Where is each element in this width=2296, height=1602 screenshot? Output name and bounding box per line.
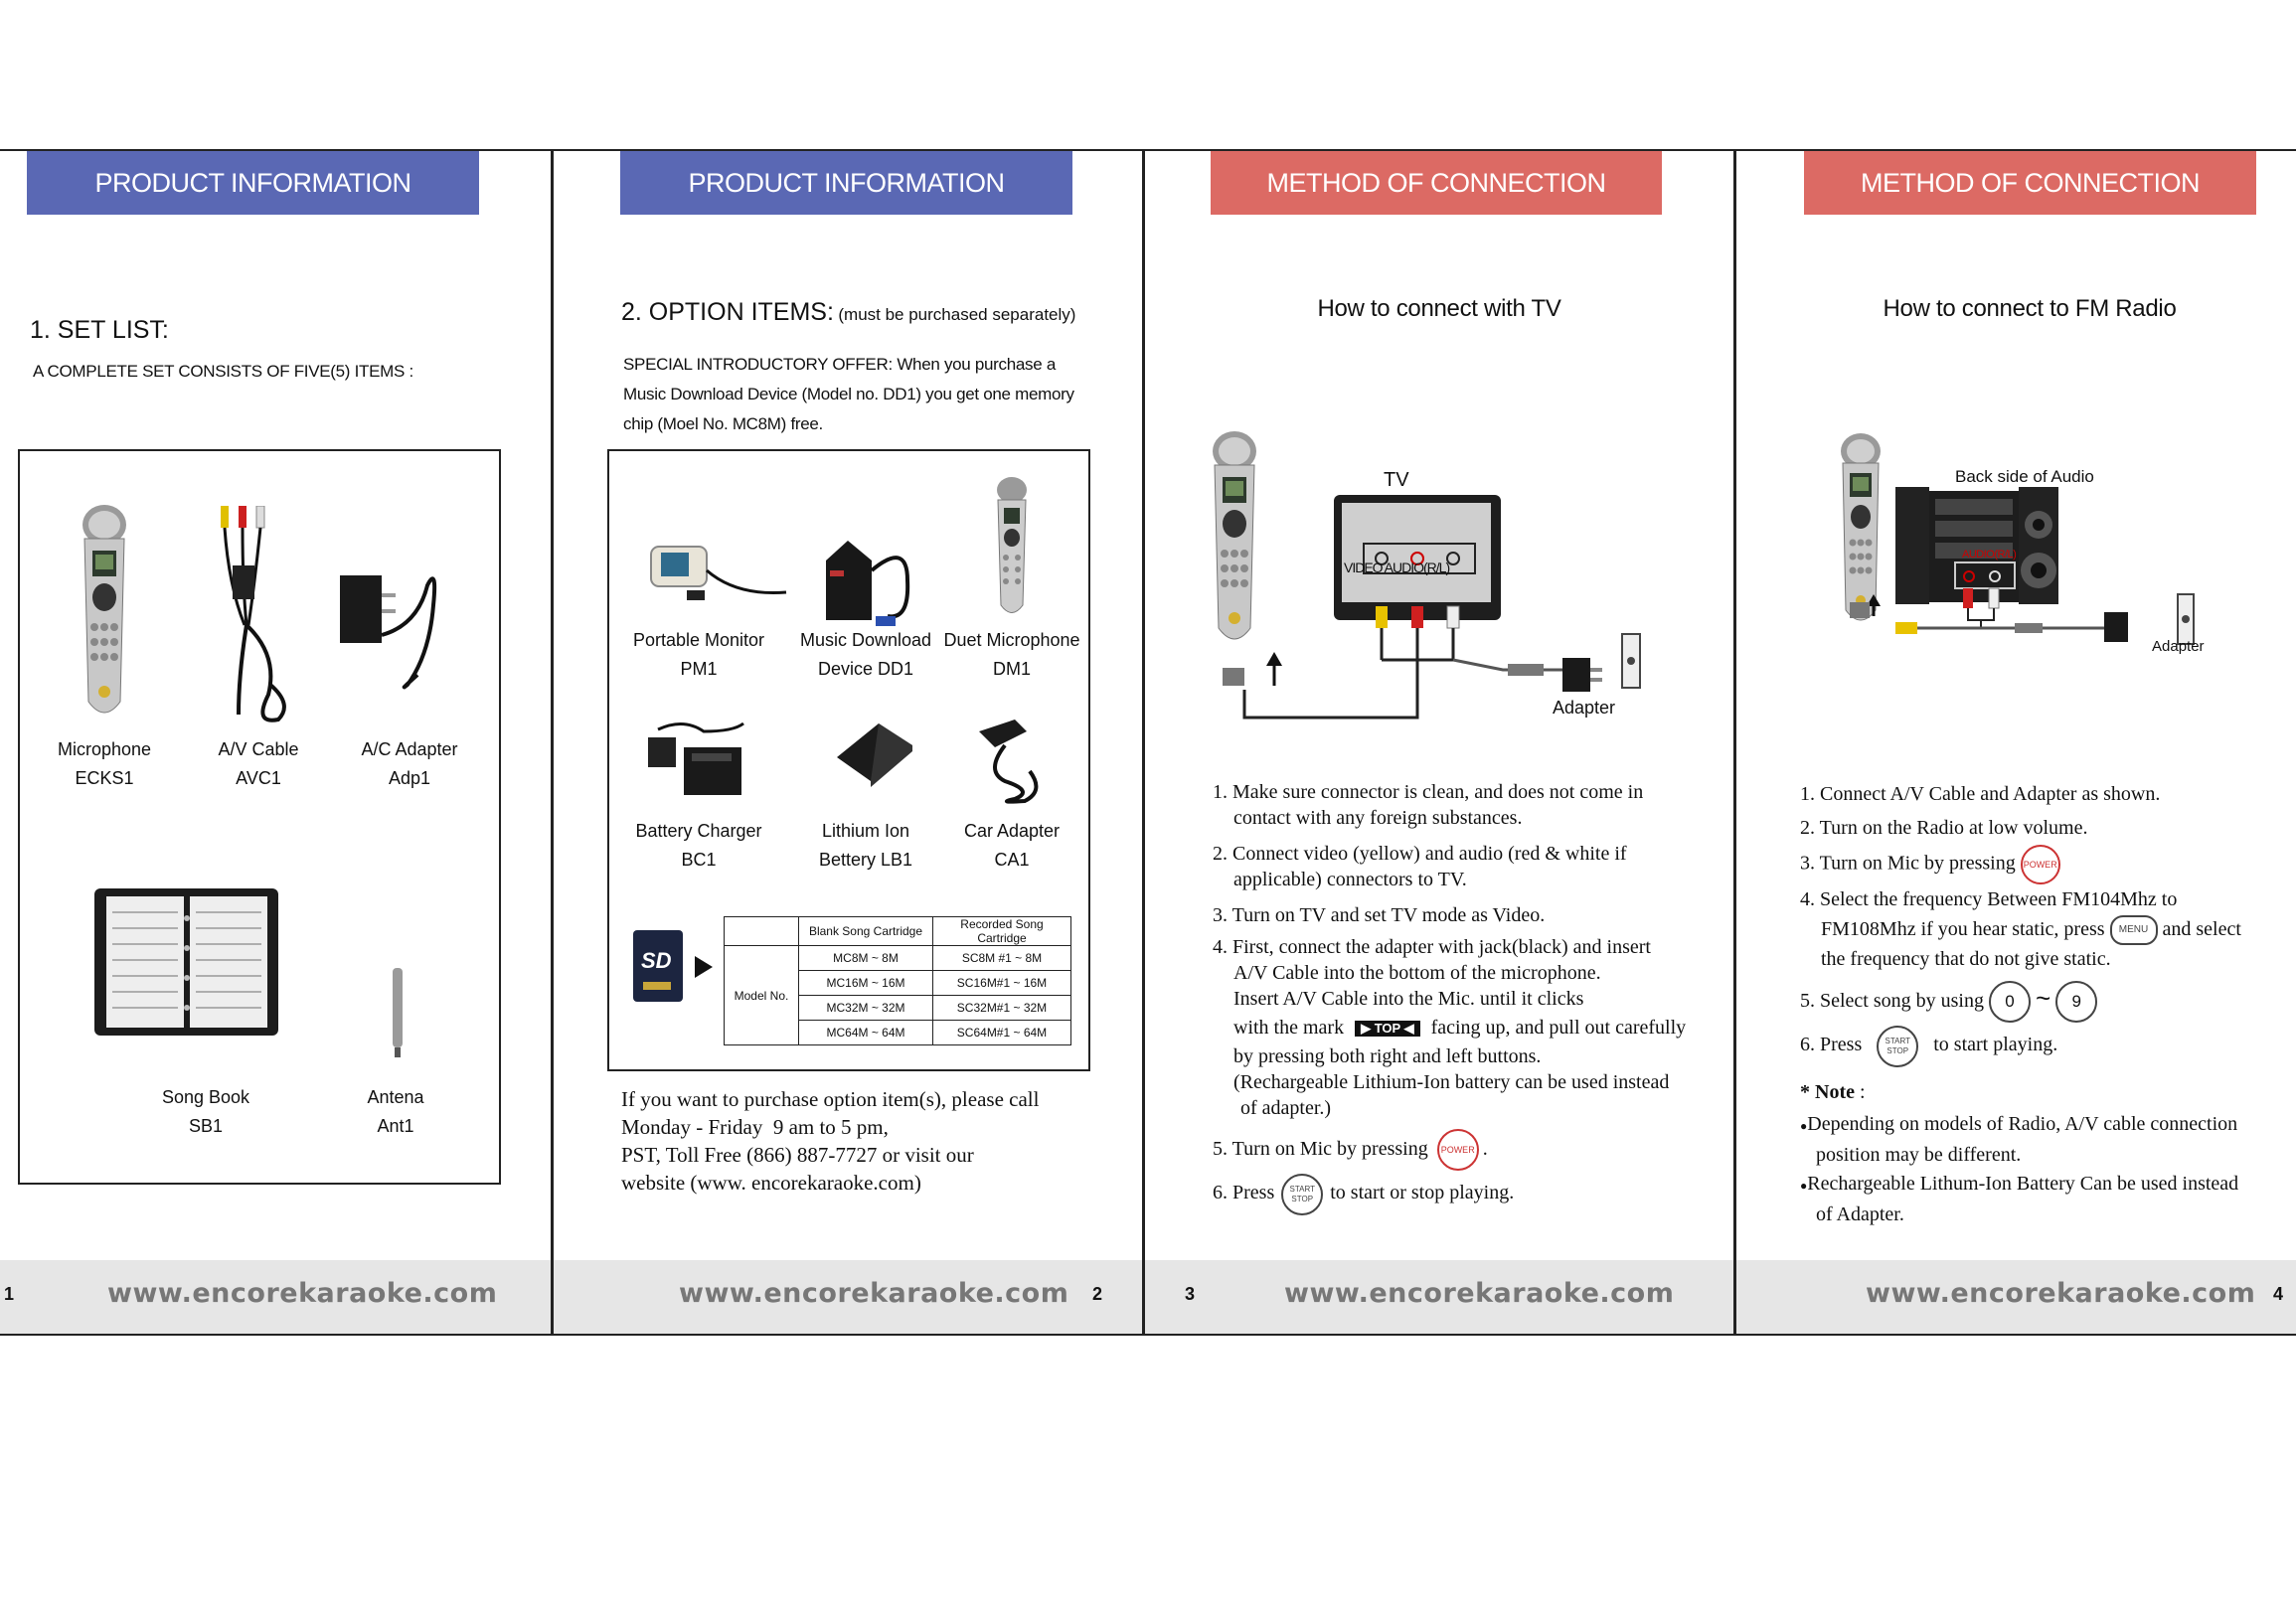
- key-0-icon: 0: [1989, 981, 2031, 1023]
- table-cell: MC8M ~ 8M: [799, 946, 933, 971]
- page-header: PRODUCT INFORMATION: [620, 151, 1072, 215]
- tv-wiring-drawing: [1205, 429, 1702, 727]
- menu-button-icon: MENU: [2110, 915, 2158, 945]
- option-name: Lithium Ion: [821, 821, 910, 841]
- car-adapter-image: [975, 712, 1055, 806]
- item-name: Microphone: [57, 739, 152, 759]
- sd-card-label: SD: [641, 948, 672, 973]
- option-model: PM1: [680, 659, 718, 679]
- option-model: Bettery LB1: [818, 850, 913, 870]
- page-3: [1145, 151, 1733, 1334]
- adapter-label: Adapter: [1553, 698, 1616, 718]
- note-item: ●Depending on models of Radio, A/V cable connection position may be different.: [1800, 1112, 2238, 1166]
- power-button-icon: POWER: [2021, 845, 2060, 884]
- cartridge-model-table: [724, 916, 1071, 1045]
- step: 3. Turn on TV and set TV mode as Video.: [1213, 904, 1546, 926]
- option-name: Car Adapter: [963, 821, 1061, 841]
- option-name: Portable Monitor: [632, 630, 765, 650]
- step: 3. Turn on Mic by pressing POWER: [1800, 845, 2292, 884]
- page-header: METHOD OF CONNECTION: [1804, 151, 2256, 215]
- option-model: BC1: [681, 850, 717, 870]
- item-model: SB1: [188, 1116, 224, 1136]
- step: 1. Connect A/V Cable and Adapter as shown.: [1800, 783, 2161, 805]
- item-model: ECKS1: [75, 768, 134, 788]
- connection-title: How to connect to FM Radio: [1883, 295, 2177, 322]
- page-number: 3: [1185, 1284, 1196, 1304]
- option-name: Duet Microphone: [943, 630, 1080, 650]
- duet-microphone-image: [992, 476, 1032, 620]
- step: 6. Press START STOP to start or stop playing.: [1213, 1171, 1729, 1214]
- page-footer: [0, 1260, 551, 1334]
- purchase-line: Monday - Friday 9 am to 5 pm,: [621, 1115, 889, 1139]
- radio-connection-diagram: [1836, 431, 2293, 690]
- item-model: Adp1: [388, 768, 431, 788]
- page-footer: [1736, 1260, 2296, 1334]
- step: 5. Select song by using 0 ~ 9: [1800, 976, 2292, 1023]
- item-model: Ant1: [377, 1116, 414, 1136]
- footer-website[interactable]: www.encorekaraoke.com: [107, 1278, 498, 1309]
- portable-monitor-image: [647, 541, 796, 610]
- ac-adapter-image: [338, 565, 457, 695]
- step: 5. Turn on Mic by pressing POWER .: [1213, 1129, 1729, 1171]
- item-name: A/V Cable: [218, 739, 299, 759]
- page-2: [554, 151, 1142, 1334]
- page-header: METHOD OF CONNECTION: [1211, 151, 1662, 215]
- tv-connection-diagram: [1205, 429, 1702, 727]
- tv-steps: [1213, 779, 1729, 1215]
- sd-card-image: [633, 930, 683, 1002]
- adapter-label: Adapter: [2152, 638, 2205, 655]
- note-heading: * Note :: [1800, 1080, 1866, 1103]
- song-book-image: [94, 888, 278, 1038]
- option-name: Music Download: [799, 630, 932, 650]
- table-cell: SC16M#1 ~ 16M: [933, 971, 1071, 996]
- tv-label: TV: [1384, 469, 1409, 491]
- purchase-line: website (www. encorekaraoke.com): [621, 1171, 921, 1195]
- table-cell: SC8M #1 ~ 8M: [933, 946, 1071, 971]
- page-footer: [554, 1260, 1142, 1334]
- power-button-icon: POWER: [1437, 1129, 1479, 1171]
- key-9-icon: 9: [2055, 981, 2097, 1023]
- top-mark-icon: ▶ TOP ◀: [1355, 1021, 1419, 1037]
- page-footer: [1145, 1260, 1733, 1334]
- lithium-ion-battery-image: [833, 718, 917, 787]
- antenna-image: [388, 968, 408, 1059]
- tilde-symbol: ~: [2036, 983, 2051, 1013]
- table-cell: MC16M ~ 16M: [799, 971, 933, 996]
- item-model: AVC1: [236, 768, 281, 788]
- table-cell: SC64M#1 ~ 64M: [933, 1021, 1071, 1045]
- battery-charger-image: [644, 718, 753, 802]
- start-stop-button-icon: START STOP: [1877, 1026, 1918, 1067]
- option-model: DM1: [992, 659, 1031, 679]
- table-header: Recorded Song Cartridge: [933, 917, 1071, 946]
- page-1: [0, 151, 551, 1334]
- table-cell: MC32M ~ 32M: [799, 996, 933, 1021]
- option-model: CA1: [994, 850, 1030, 870]
- radio-wiring-drawing: [1836, 431, 2293, 690]
- item-name: Antena: [367, 1087, 424, 1107]
- table-cell: SC32M#1 ~ 32M: [933, 996, 1071, 1021]
- tv-port-label: VIDEO AUDIO(R/L): [1344, 560, 1450, 575]
- purchase-line: PST, Toll Free (866) 887-7727 or visit our: [621, 1143, 974, 1167]
- start-stop-button-icon: START STOP: [1281, 1174, 1323, 1215]
- item-name: A/C Adapter: [361, 739, 458, 759]
- item-name: Song Book: [161, 1087, 250, 1107]
- section-title: 2. OPTION ITEMS:: [621, 298, 834, 326]
- step: 2. Turn on the Radio at low volume.: [1800, 817, 2088, 839]
- step: 1. Make sure connector is clean, and does not come in contact with any foreign substances.: [1213, 781, 1644, 829]
- section-title: 1. SET LIST:: [30, 316, 169, 344]
- page-number: 1: [4, 1284, 15, 1304]
- page-number: 2: [1092, 1284, 1103, 1304]
- purchase-line: If you want to purchase option item(s), please call: [621, 1087, 1040, 1111]
- offer-label: SPECIAL INTRODUCTORY OFFER:: [623, 355, 893, 374]
- av-cable-image: [209, 506, 298, 729]
- audio-back-label: Back side of Audio: [1955, 467, 2094, 486]
- table-row: [725, 946, 1071, 971]
- page-header: PRODUCT INFORMATION: [27, 151, 479, 215]
- step: 4. Select the frequency Between FM104Mhz to FM108Mhz if you hear static, press MENU and select the frequency that do not give static.: [1800, 888, 2241, 970]
- audio-port-label: AUDIO(R/L): [1962, 549, 2017, 561]
- row-label: Model No.: [725, 946, 799, 1045]
- purchase-info: [621, 1085, 1039, 1197]
- note-item: ●Rechargeable Lithum-Ion Battery Can be used instead of Adapter.: [1800, 1172, 2239, 1225]
- footer-website[interactable]: www.encorekaraoke.com: [1866, 1278, 2256, 1309]
- footer-website[interactable]: www.encorekaraoke.com: [1284, 1278, 1675, 1309]
- step: 4. First, connect the adapter with jack(black) and insert A/V Cable into the bottom of the microphone. Insert A/V Cable into the Mic. until it clicks with the mark ▶ TOP ◀ facing up, and pull out carefully by pressing both right and left buttons. (Rechargeable Lithium-Ion battery can be used instead of adapter.): [1213, 936, 1687, 1119]
- table-header: Blank Song Cartridge: [799, 917, 933, 946]
- table-cell: MC64M ~ 64M: [799, 1021, 933, 1045]
- page-4: [1736, 151, 2296, 1334]
- page-number: 4: [2273, 1284, 2284, 1304]
- option-items-box: [607, 449, 1090, 1071]
- connection-title: How to connect with TV: [1317, 295, 1561, 322]
- option-model: Device DD1: [817, 659, 914, 679]
- arrow-right-icon: [695, 956, 713, 978]
- footer-website[interactable]: www.encorekaraoke.com: [679, 1278, 1069, 1309]
- microphone-image: [75, 503, 134, 726]
- section-subtitle: A COMPLETE SET CONSISTS OF FIVE(5) ITEMS :: [33, 362, 413, 381]
- bottom-rule: [0, 1334, 2296, 1336]
- special-offer: [623, 350, 1100, 439]
- section-note: (must be purchased separately): [838, 305, 1076, 324]
- option-name: Battery Charger: [635, 821, 762, 841]
- step: 6. Press START STOP to start playing.: [1800, 1023, 2292, 1066]
- music-download-device-image: [818, 521, 927, 630]
- section-heading: [621, 298, 1075, 327]
- radio-steps: [1800, 781, 2292, 1230]
- offer-text: When you purchase a Music Download Device (Model no. DD1) you get one memory chip (Moel No. MC8M) free.: [623, 355, 1074, 433]
- step: 2. Connect video (yellow) and audio (red & white if applicable) connectors to TV.: [1213, 843, 1627, 890]
- set-list-box: [18, 449, 501, 1185]
